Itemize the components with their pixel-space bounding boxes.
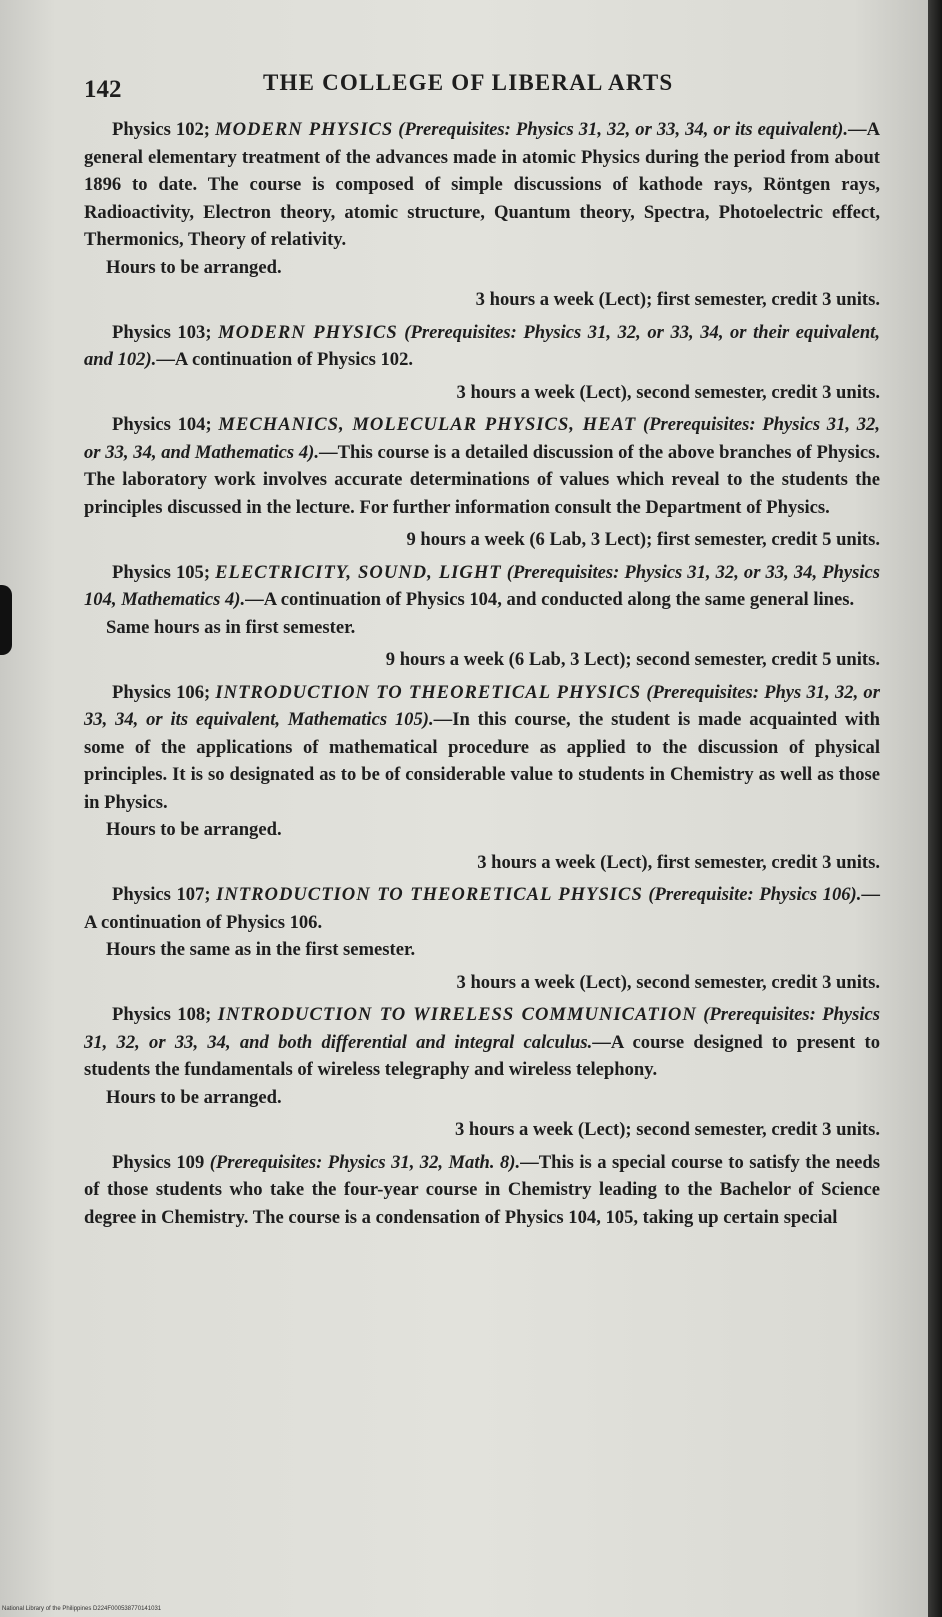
course-hours: 3 hours a week (Lect); first semester, credit 3 units.	[475, 289, 880, 310]
course-note: Hours to be arranged.	[106, 819, 282, 840]
course-title: ELECTRICITY, SOUND, LIGHT	[215, 561, 502, 583]
course-description	[84, 881, 880, 936]
course-title: MODERN PHYSICS	[215, 119, 394, 140]
course-title: INTRODUCTION TO WIRELESS COMMUNICATION	[217, 1004, 697, 1025]
course-note: Hours the same as in the first semester.	[106, 939, 416, 960]
page-number: 142	[84, 76, 122, 103]
binding-shadow	[0, 585, 12, 655]
course-prerequisites: (Prerequisites: Physics 31, 32, Math. 8).	[209, 1151, 521, 1173]
running-title: THE COLLEGE OF LIBERAL ARTS	[263, 70, 674, 95]
course-text: —In this course, the student is made acquainted with some of the applications of mathematical procedure as applied to the discussion of physical principles. It is so designated as to be of considerable value to students in Chemistry as well as those in Physics.	[84, 709, 880, 813]
course-entry-physics-103	[84, 319, 880, 407]
course-text: —A continuation of Physics 106.	[84, 884, 880, 933]
course-entry-physics-106	[84, 679, 880, 877]
course-number: Physics 107;	[112, 884, 211, 905]
course-note: Hours to be arranged.	[106, 256, 282, 278]
course-hours: 9 hours a week (6 Lab, 3 Lect); second semester, credit 5 units.	[385, 649, 880, 670]
course-text: —A course designed to present to students the fundamentals of wireless telegraphy and wireless telephony.	[84, 1031, 880, 1080]
course-title: MODERN PHYSICS	[218, 321, 398, 343]
course-hours: 9 hours a week (6 Lab, 3 Lect); first semester, credit 5 units.	[406, 529, 880, 550]
course-entry-physics-107	[84, 881, 880, 996]
course-description	[84, 559, 880, 614]
course-hours: 3 hours a week (Lect), first semester, credit 3 units.	[477, 851, 880, 873]
course-title: MECHANICS, MOLECULAR PHYSICS, HEAT	[218, 414, 637, 435]
course-title: INTRODUCTION TO THEORETICAL PHYSICS	[215, 681, 642, 703]
course-description	[84, 116, 880, 254]
course-number: Physics 105;	[112, 561, 211, 583]
course-prerequisites: (Prerequisite: Physics 106).	[648, 884, 862, 905]
course-number: Physics 102;	[112, 119, 211, 140]
course-hours: 3 hours a week (Lect); second semester, credit 3 units.	[454, 1119, 880, 1140]
course-entry-physics-105	[84, 559, 880, 674]
course-prerequisites: (Prerequisites: Physics 31, 32, or 33, 34, Physics 104, Mathematics 4).	[84, 561, 880, 610]
page-header	[0, 70, 928, 110]
course-title: INTRODUCTION TO THEORETICAL PHYSICS	[216, 884, 643, 905]
course-text: —This course is a detailed discussion of the above branches of Physics. The laboratory work involves accurate determinations of values which reveal to the students the principles discussed in the lecture. For further information consult the Department of Physics.	[84, 441, 880, 518]
course-prerequisites: (Prerequisites: Physics 31, 32, or 33, 34, and both differential and integral calculus.	[84, 1004, 880, 1053]
course-description	[84, 1149, 880, 1232]
course-prerequisites: (Prerequisites: Phys 31, 32, or 33, 34, or its equivalent, Mathematics 105).	[84, 681, 880, 730]
course-list	[84, 116, 880, 1236]
course-text: —This is a special course to satisfy the needs of those students who take the four-year course in Chemistry leading to the Bachelor of Science degree in Chemistry. The course is a condensation of Physics 104, 105, taking up certain special	[84, 1151, 880, 1228]
course-text: —A continuation of Physics 102.	[156, 349, 414, 370]
page-edge	[928, 0, 942, 1617]
course-description	[84, 679, 880, 817]
course-description	[84, 1001, 880, 1084]
course-description	[84, 319, 880, 374]
course-hours: 3 hours a week (Lect), second semester, credit 3 units.	[456, 381, 880, 403]
course-text: —A continuation of Physics 104, and conducted along the same general lines.	[245, 589, 855, 610]
course-prerequisites: (Prerequisites: Physics 31, 32, or 33, 34, or its equivalent).	[398, 119, 848, 140]
course-entry-physics-104	[84, 411, 880, 554]
course-description	[84, 411, 880, 521]
course-prerequisites: (Prerequisites: Physics 31, 32, or 33, 34, and Mathematics 4).	[84, 414, 880, 463]
course-number: Physics 109	[112, 1151, 205, 1173]
course-number: Physics 106;	[112, 681, 211, 703]
course-note: Hours to be arranged.	[106, 1086, 282, 1108]
course-entry-physics-102	[84, 116, 880, 314]
course-number: Physics 104;	[112, 414, 212, 435]
course-number: Physics 103;	[112, 321, 212, 343]
course-hours: 3 hours a week (Lect), second semester, credit 3 units.	[456, 971, 880, 993]
course-entry-physics-108	[84, 1001, 880, 1144]
course-number: Physics 108;	[112, 1004, 212, 1025]
course-text: —A general elementary treatment of the advances made in atomic Physics during the period from about 1896 to date. The course is composed of simple discussions of kathode rays, Röntgen rays, Radioactivity, Electron theory, atomic structure, Quantum theory, Spectra, Photoelectric effect, Thermonics, Theory of relativity.	[84, 119, 881, 250]
scan-footer: National Library of the Philippines D224F000538770141031	[2, 1606, 162, 1612]
course-note: Same hours as in first semester.	[106, 616, 356, 638]
course-entry-physics-109	[84, 1149, 880, 1232]
course-prerequisites: (Prerequisites: Physics 31, 32, or 33, 34, or their equivalent, and 102).	[84, 321, 880, 370]
